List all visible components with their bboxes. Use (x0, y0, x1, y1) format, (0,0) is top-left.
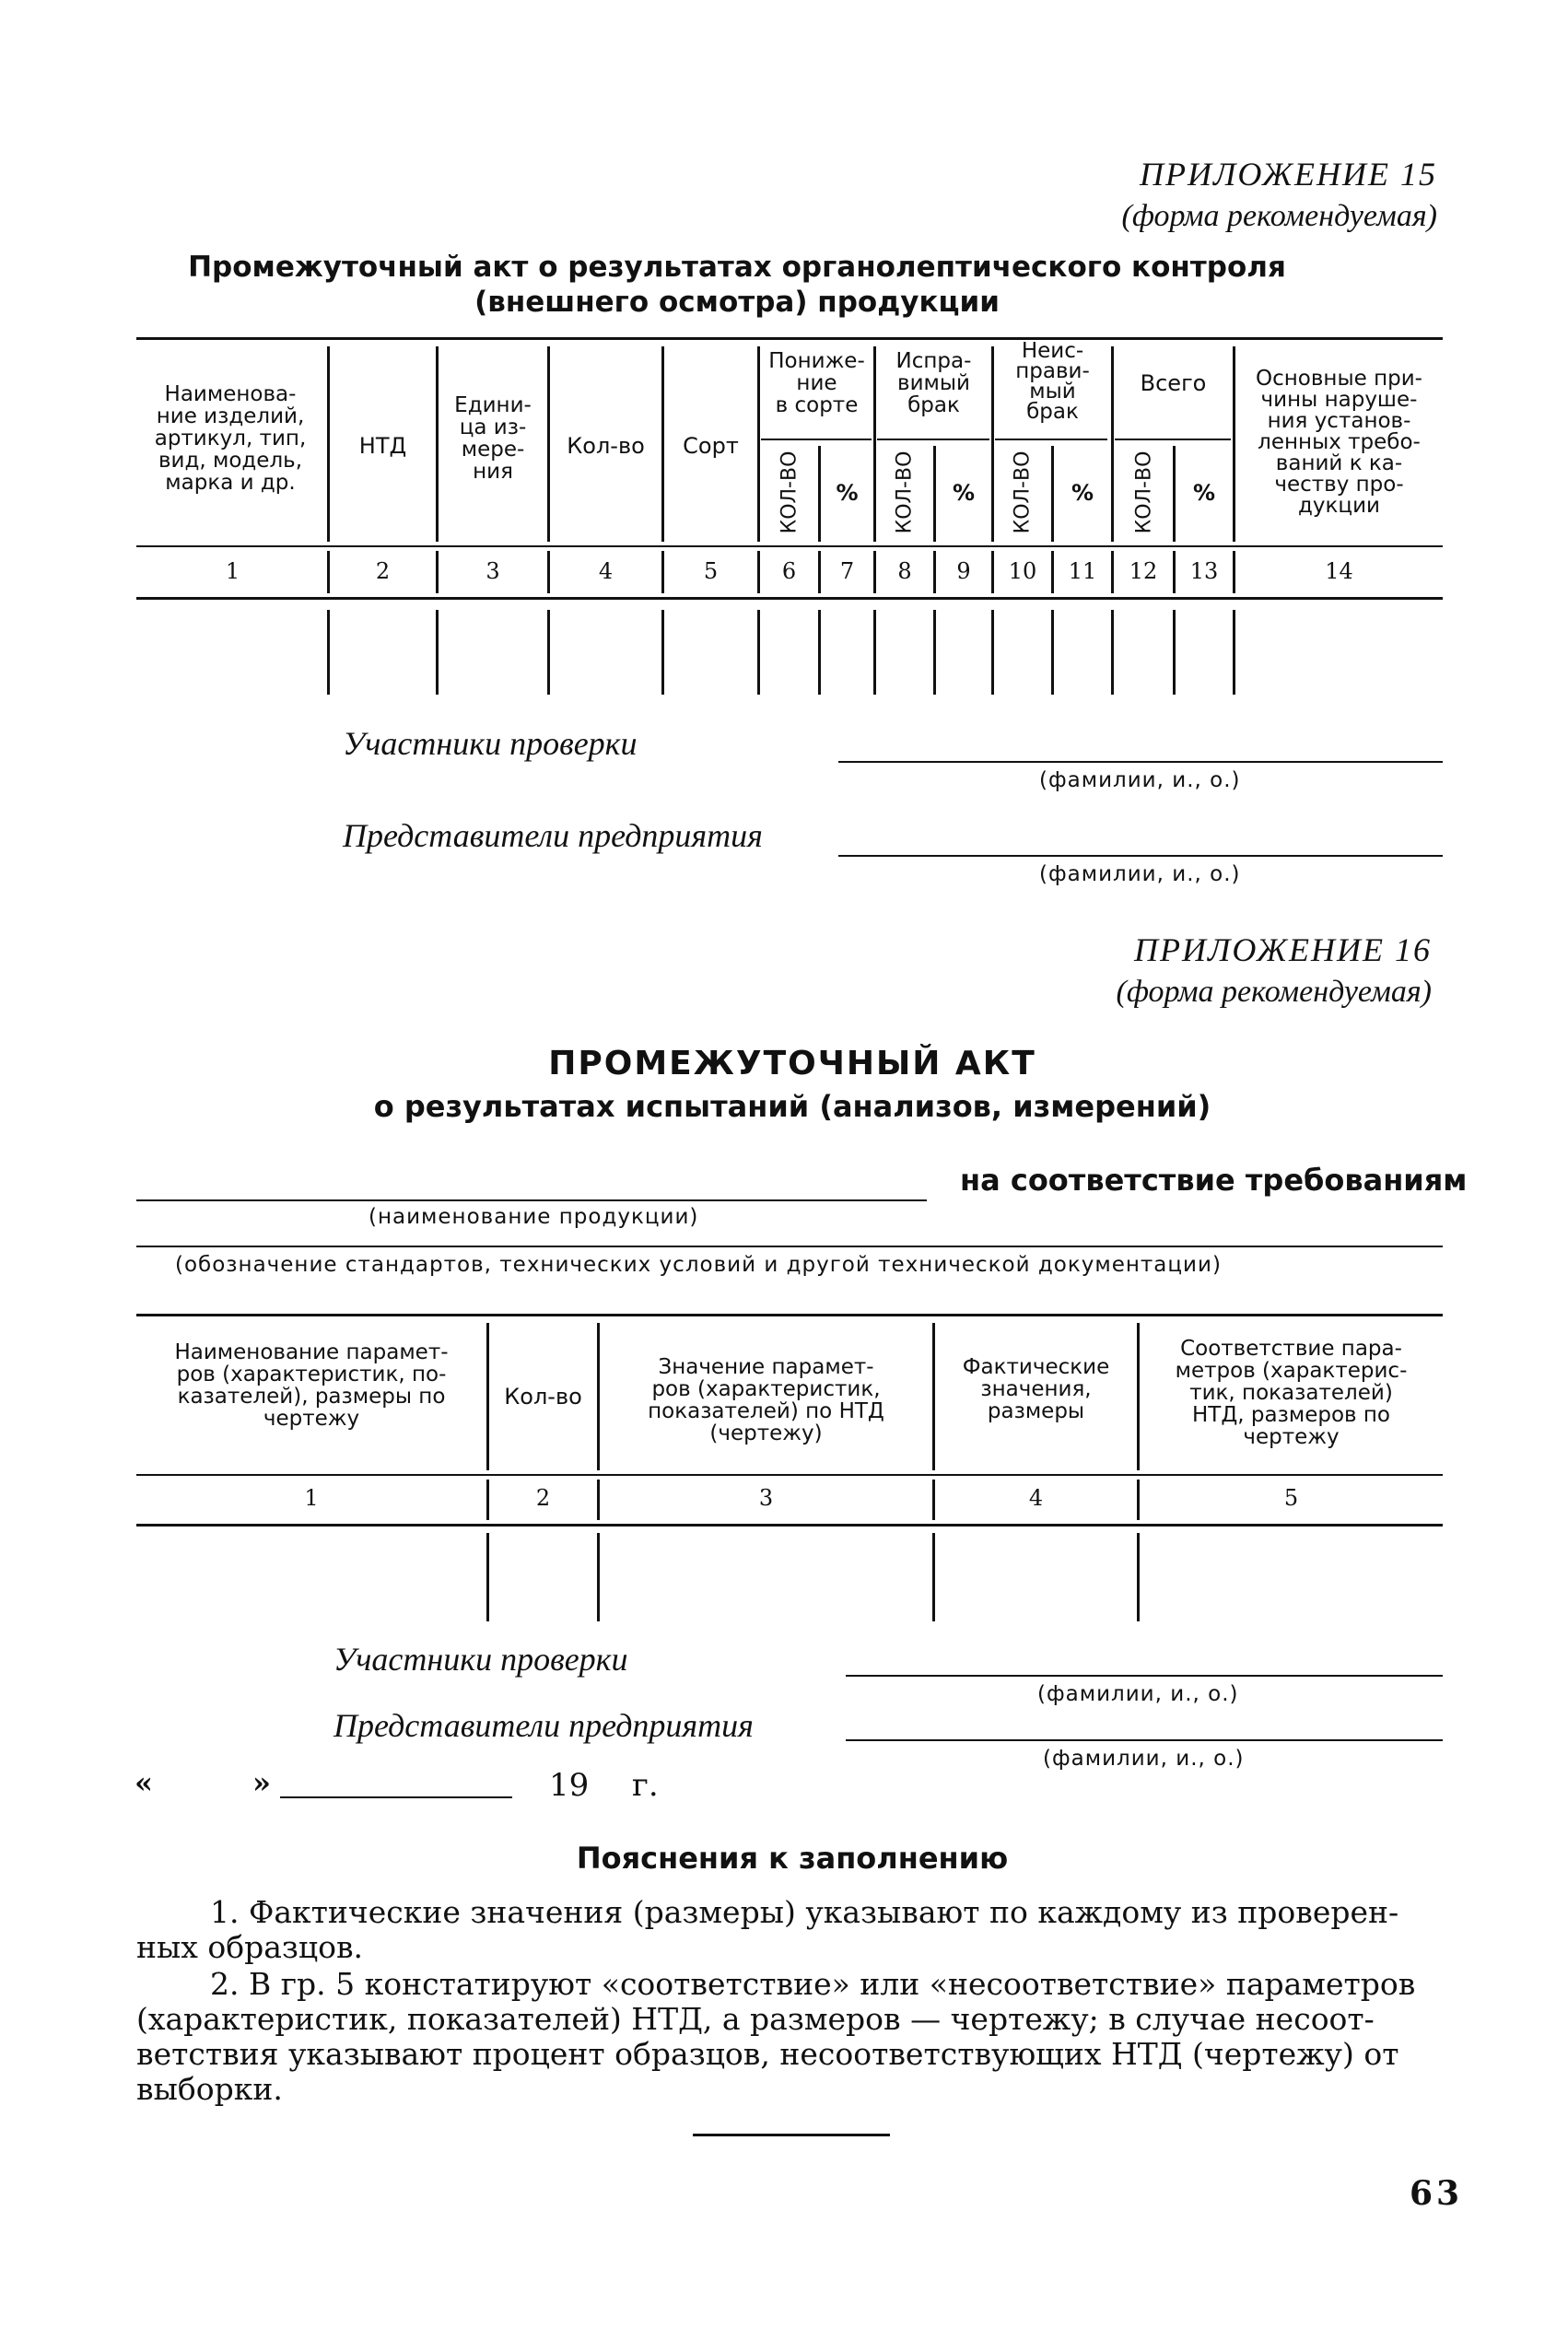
t15-colnum-11: 11 (1068, 558, 1097, 584)
app16-representatives-label: Представители предприятия (333, 1707, 754, 1744)
act-16-subheading: о результатах испытаний (анализов, измерений) (373, 1089, 1211, 1124)
note-2-line-2: (характеристик, показателей) НТД, а размеров — чертежу; в случае несоот- (136, 2001, 1375, 2037)
standards-caption: (обозначение стандартов, технических условий и другой технической документации) (175, 1253, 1222, 1277)
t15-sub-qty-3: КОЛ-ВО (1011, 450, 1035, 534)
app16-representatives-line[interactable] (846, 1739, 1443, 1741)
t16-colnum-3: 3 (758, 1485, 774, 1511)
app16-representatives-caption: (фамилии, и., о.) (1043, 1747, 1245, 1771)
appendix-15-subtitle: (форма рекомендуемая) (1121, 199, 1437, 233)
date-suffix: г. (632, 1767, 659, 1804)
t16-header-compliance: Соответствие пара- метров (характерис- тик, показателей) НТД, размеров по чертежу (1175, 1337, 1408, 1449)
t15-colnum-13: 13 (1189, 558, 1219, 584)
t15-colnum-6: 6 (781, 558, 797, 584)
t16-colnum-2: 2 (535, 1485, 551, 1511)
standards-line[interactable] (136, 1246, 1443, 1247)
app16-participants-line[interactable] (846, 1675, 1443, 1677)
note-2-line-1: 2. В гр. 5 констатируют «соответствие» или «несоответствие» параметров (210, 1966, 1416, 2002)
app15-participants-label: Участники проверки (343, 725, 638, 762)
t15-header-unit: Едини- ца из- мере- ния (454, 393, 532, 484)
t15-sub-qty-1: КОЛ-ВО (778, 450, 802, 534)
notes-heading: Пояснения к заполнению (576, 1841, 1009, 1876)
compliance-text: на соответствие требованиям (960, 1163, 1468, 1198)
product-caption: (наименование продукции) (369, 1205, 699, 1229)
t15-header-product-name: Наименова- ние изделий, артикул, тип, вид, модель, марка и др. (154, 382, 307, 495)
act-16-heading: ПРОМЕЖУТОЧНЫЙ АКТ (548, 1045, 1036, 1082)
t16-colnum-5: 5 (1283, 1485, 1299, 1511)
t15-sub-pct-1: % (836, 480, 859, 506)
t15-sub-pct-2: % (952, 480, 976, 506)
note-1-line-1: 1. Фактические значения (размеры) указывают по каждому из проверен- (210, 1894, 1399, 1930)
t15-colnum-3: 3 (486, 558, 500, 584)
product-name-line[interactable] (136, 1199, 927, 1201)
t15-sub-pct-4: % (1192, 480, 1216, 506)
t15-colnum-4: 4 (598, 558, 614, 584)
t15-colnum-7: 7 (839, 558, 855, 584)
t15-header-total: Всего (1140, 370, 1207, 396)
t15-colnum-9: 9 (956, 558, 971, 584)
t15-sub-pct-3: % (1071, 480, 1094, 506)
t15-header-quantity: Кол-во (567, 433, 645, 459)
date-close-quote: » (252, 1765, 271, 1800)
t15-header-grade-reduction: Пониже- ние в сорте (768, 349, 865, 417)
t15-header-ntd: НТД (358, 433, 407, 459)
page-number: 63 (1410, 2174, 1464, 2213)
note-2-line-3: ветствия указывают процент образцов, несоответствующих НТД (чертежу) от (136, 2036, 1399, 2072)
t15-colnum-8: 8 (897, 558, 912, 584)
t15-colnum-12: 12 (1129, 558, 1158, 584)
app15-participants-caption: (фамилии, и., о.) (1039, 768, 1241, 792)
appendix-16-subtitle: (форма рекомендуемая) (1116, 975, 1432, 1009)
date-month-line[interactable] (280, 1796, 512, 1798)
act-15-heading-line2: (внешнего осмотра) продукции (474, 286, 1000, 319)
t16-colnum-1: 1 (304, 1485, 319, 1511)
t15-header-grade: Сорт (683, 433, 739, 459)
app15-representatives-caption: (фамилии, и., о.) (1039, 862, 1241, 886)
t15-header-fixable-defect: Испра- вимый брак (895, 349, 972, 417)
app15-representatives-line[interactable] (838, 855, 1443, 857)
t15-header-unfixable-defect: Неис- прави- мый брак (1015, 339, 1090, 424)
app15-participants-line[interactable] (838, 761, 1443, 763)
t15-colnum-2: 2 (375, 558, 391, 584)
t15-colnum-5: 5 (703, 558, 719, 584)
t16-header-ntd-value: Значение парамет- ров (характеристик, показателей) по НТД (чертежу) (648, 1355, 884, 1445)
end-divider (693, 2134, 890, 2136)
note-2-line-4: выборки. (136, 2071, 283, 2107)
date-year: 19 (549, 1767, 590, 1804)
appendix-15-title: ПРИЛОЖЕНИЕ 15 (1140, 156, 1437, 193)
t15-header-reasons: Основные при- чины наруше- ния установ- ленных требо- ваний к ка- честву про- дукции (1256, 367, 1422, 518)
t16-header-actual-values: Фактические значения, размеры (962, 1355, 1110, 1423)
t15-colnum-1: 1 (225, 558, 240, 584)
t15-sub-qty-4: КОЛ-ВО (1132, 450, 1156, 534)
t16-colnum-4: 4 (1028, 1485, 1044, 1511)
appendix-16-title: ПРИЛОЖЕНИЕ 16 (1134, 931, 1432, 968)
note-1-line-2: ных образцов. (136, 1929, 364, 1965)
app15-representatives-label: Представители предприятия (343, 817, 763, 854)
act-15-heading-line1: Промежуточный акт о результатах органолептического контроля (188, 251, 1286, 284)
t16-header-quantity: Кол-во (504, 1384, 582, 1410)
t15-colnum-14: 14 (1325, 558, 1353, 584)
t16-header-param-name: Наименование парамет- ров (характеристик, по- казателей), размеры по чертежу (174, 1340, 449, 1431)
app16-participants-label: Участники проверки (333, 1641, 628, 1678)
app16-participants-caption: (фамилии, и., о.) (1037, 1682, 1239, 1706)
t15-sub-qty-2: КОЛ-ВО (893, 450, 917, 534)
date-open-quote: « (135, 1765, 153, 1800)
t15-colnum-10: 10 (1008, 558, 1037, 584)
